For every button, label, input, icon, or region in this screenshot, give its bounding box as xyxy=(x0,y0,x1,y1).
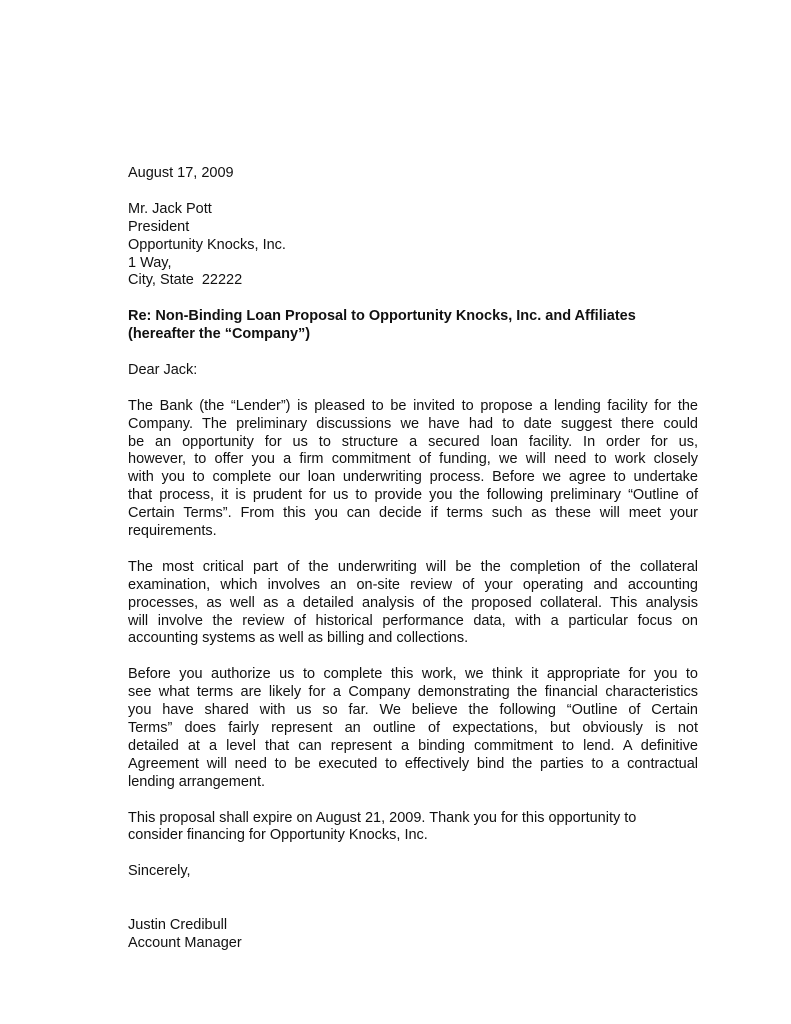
paragraph-line: The most critical part of the underwriting will be the completion of the collateral xyxy=(128,558,698,575)
paragraph-line: This proposal shall expire on August 21, 2009. Thank you for this opportunity to xyxy=(128,809,637,826)
paragraph-line: processes, as well as a detailed analysis of the proposed collateral. This analysis xyxy=(128,594,698,611)
paragraph-line: lending arrangement. xyxy=(128,773,266,790)
paragraph-line: however, to offer you a firm commitment of funding, we will need to work closely xyxy=(128,451,698,468)
recipient-name: Mr. Jack Pott xyxy=(128,200,212,217)
recipient-title: President xyxy=(128,218,190,235)
recipient-address-line-2: City, State 22222 xyxy=(128,272,243,289)
body-paragraph-4 xyxy=(128,810,698,846)
signer-name: Justin Credibull xyxy=(128,916,228,933)
body-paragraph-2 xyxy=(128,559,698,649)
subject-line-1: Re: Non-Binding Loan Proposal to Opportunity Knocks, Inc. and Affiliates xyxy=(128,308,636,325)
body-paragraph-1 xyxy=(128,398,698,541)
paragraph-line: requirements. xyxy=(128,523,217,540)
paragraph-line: will involve the review of historical performance data, with a particular focus on xyxy=(128,612,698,629)
paragraph-line: Agreement will need to be executed to effectively bind the parties to a contractual xyxy=(128,755,698,772)
paragraph-line: that process, it is prudent for us to provide you the following preliminary “Outline of xyxy=(128,487,698,504)
paragraph-line: consider financing for Opportunity Knocks, Inc. xyxy=(128,827,428,844)
paragraph-line: be an opportunity for us to structure a secured loan facility. In order for us, xyxy=(128,433,698,450)
letter-date: August 17, 2009 xyxy=(128,165,234,181)
signer-title: Account Manager xyxy=(128,934,242,951)
subject-line-2: (hereafter the “Company”) xyxy=(128,326,311,343)
letter-page xyxy=(128,165,698,953)
paragraph-line: detailed at a level that can represent a binding commitment to lend. A definitive xyxy=(128,737,698,754)
paragraph-line: you have shared with us so far. We believe the following “Outline of Certain xyxy=(128,702,698,719)
signature-block xyxy=(128,917,698,953)
recipient-address-line-1: 1 Way, xyxy=(128,254,172,271)
body-paragraph-3 xyxy=(128,666,698,791)
recipient-block xyxy=(128,201,698,291)
paragraph-line: accounting systems as well as billing and collections. xyxy=(128,630,469,647)
subject-line xyxy=(128,308,698,344)
paragraph-line: Certain Terms”. From this you can decide if terms such as these will meet your xyxy=(128,505,698,522)
paragraph-line: The Bank (the “Lender”) is pleased to be invited to propose a lending facility for the xyxy=(128,397,698,414)
recipient-company: Opportunity Knocks, Inc. xyxy=(128,236,286,253)
paragraph-line: examination, which involves an on-site review of your operating and accounting xyxy=(128,576,698,593)
salutation: Dear Jack: xyxy=(128,361,198,378)
paragraph-line: with you to complete our loan underwriting process. Before we agree to undertake xyxy=(128,469,698,486)
paragraph-line: see what terms are likely for a Company demonstrating the financial characteristics xyxy=(128,684,698,701)
paragraph-line: Terms” does fairly represent an outline of expectations, but obviously is not xyxy=(128,720,698,736)
paragraph-line: Before you authorize us to complete this work, we think it appropriate for you to xyxy=(128,666,698,683)
closing: Sincerely, xyxy=(128,863,191,880)
paragraph-line: Company. The preliminary discussions we have had to date suggest there could xyxy=(128,415,698,432)
